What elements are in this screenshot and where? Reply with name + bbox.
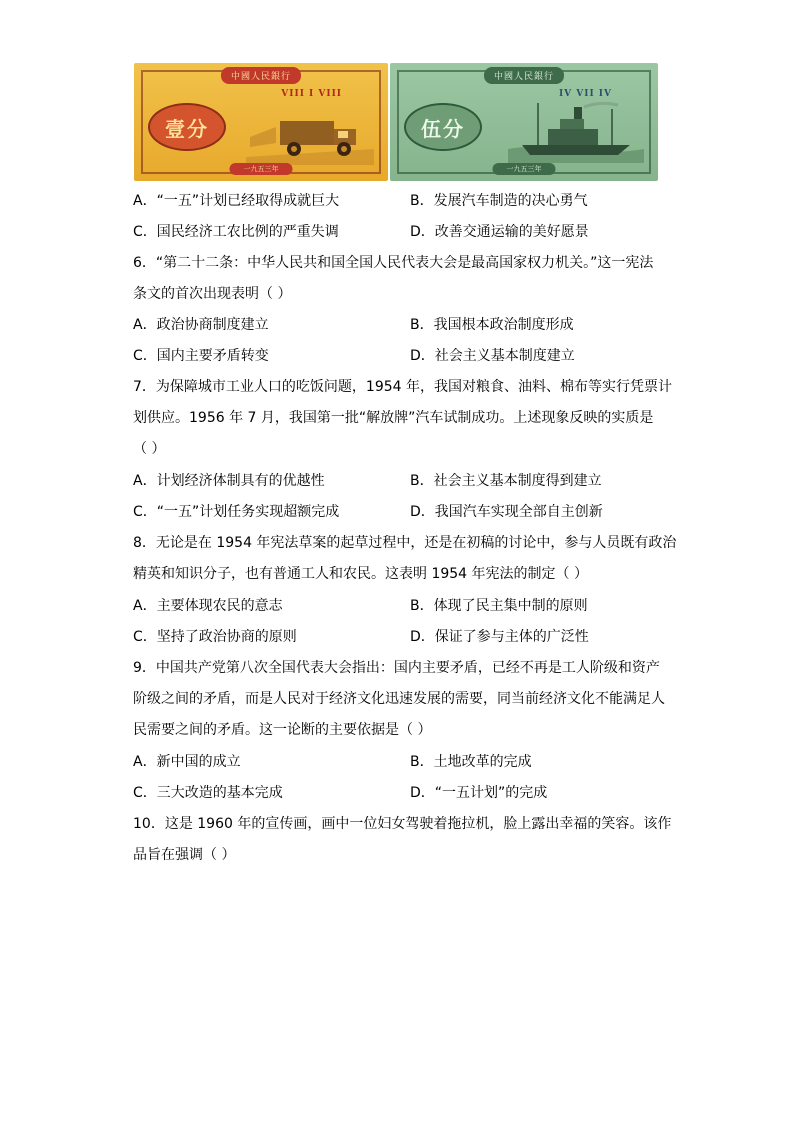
q6-stem-line-2: 条文的首次出现表明（ ） — [133, 286, 292, 302]
q8-option-a: A．主要体现农民的意志 — [133, 598, 283, 614]
truck-illustration — [246, 107, 374, 165]
q7-option-b: B．社会主义基本制度得到建立 — [410, 473, 602, 489]
q7-option-c: C．“一五”计划任务实现超额完成 — [133, 504, 340, 520]
banknote-header: 中國人民銀行 — [484, 67, 564, 84]
q7-option-d: D．我国汽车实现全部自主创新 — [410, 504, 603, 520]
banknote-denomination: 伍分 — [404, 103, 482, 151]
q10-stem-line-1: 10．这是 1960 年的宣传画，画中一位妇女驾驶着拖拉机，脸上露出幸福的笑容。该作 — [133, 816, 672, 832]
q9-option-d: D．“一五计划”的完成 — [410, 785, 548, 801]
ship-illustration — [508, 99, 644, 163]
q6-stem-line-1: 6．“第二十二条：中华人民共和国全国人民代表大会是最高国家权力机关。”这一宪法 — [133, 255, 654, 271]
q9-stem-line-2: 阶级之间的矛盾，而是人民对于经济文化迅速发展的需要，同当前经济文化不能满足人 — [133, 691, 665, 707]
banknote-year: 一九五三年 — [230, 163, 293, 175]
one-fen-banknote-image — [134, 63, 388, 181]
q8-option-b: B．体现了民主集中制的原则 — [410, 598, 588, 614]
q5-option-b: B．发展汽车制造的决心勇气 — [410, 193, 588, 209]
q9-stem-line-1: 9．中国共产党第八次全国代表大会指出：国内主要矛盾，已经不再是工人阶级和资产 — [133, 660, 660, 676]
five-fen-banknote-image — [390, 63, 658, 181]
q6-option-d: D．社会主义基本制度建立 — [410, 348, 575, 364]
banknote-year: 一九五三年 — [493, 163, 556, 175]
q5-option-c: C．国民经济工农比例的严重失调 — [133, 224, 339, 240]
q9-option-a: A．新中国的成立 — [133, 754, 241, 770]
q9-option-b: B．土地改革的完成 — [410, 754, 532, 770]
q7-option-a: A．计划经济体制具有的优越性 — [133, 473, 325, 489]
banknote-denomination: 壹分 — [148, 103, 226, 151]
banknote-serial: VIII I VIII — [281, 89, 342, 99]
q9-stem-line-3: 民需要之间的矛盾。这一论断的主要依据是（ ） — [133, 722, 432, 738]
banknote-header: 中國人民銀行 — [221, 67, 301, 84]
q5-option-a: A．“一五”计划已经取得成就巨大 — [133, 193, 340, 209]
q6-option-c: C．国内主要矛盾转变 — [133, 348, 269, 364]
q8-stem-line-2: 精英和知识分子，也有普通工人和农民。这表明 1954 年宪法的制定（ ） — [133, 566, 588, 582]
q6-option-b: B．我国根本政治制度形成 — [410, 317, 574, 333]
q8-stem-line-1: 8．无论是在 1954 年宪法草案的起草过程中，还是在初稿的讨论中，参与人员既有政治 — [133, 535, 677, 551]
q7-stem-line-3: （ ） — [133, 441, 166, 457]
banknote-serial: IV VII IV — [558, 89, 612, 99]
q6-option-a: A．政治协商制度建立 — [133, 317, 269, 333]
q5-option-d: D．改善交通运输的美好愿景 — [410, 224, 589, 240]
q8-option-d: D．保证了参与主体的广泛性 — [410, 629, 589, 645]
q10-stem-line-2: 品旨在强调（ ） — [133, 847, 236, 863]
q7-stem-line-1: 7．为保障城市工业人口的吃饭问题，1954 年，我国对粮食、油料、棉布等实行凭票计 — [133, 379, 672, 395]
q7-stem-line-2: 划供应。1956 年 7 月，我国第一批“解放牌”汽车试制成功。上述现象反映的实质是 — [133, 410, 654, 426]
q8-option-c: C．坚持了政治协商的原则 — [133, 629, 297, 645]
q9-option-c: C．三大改造的基本完成 — [133, 785, 283, 801]
